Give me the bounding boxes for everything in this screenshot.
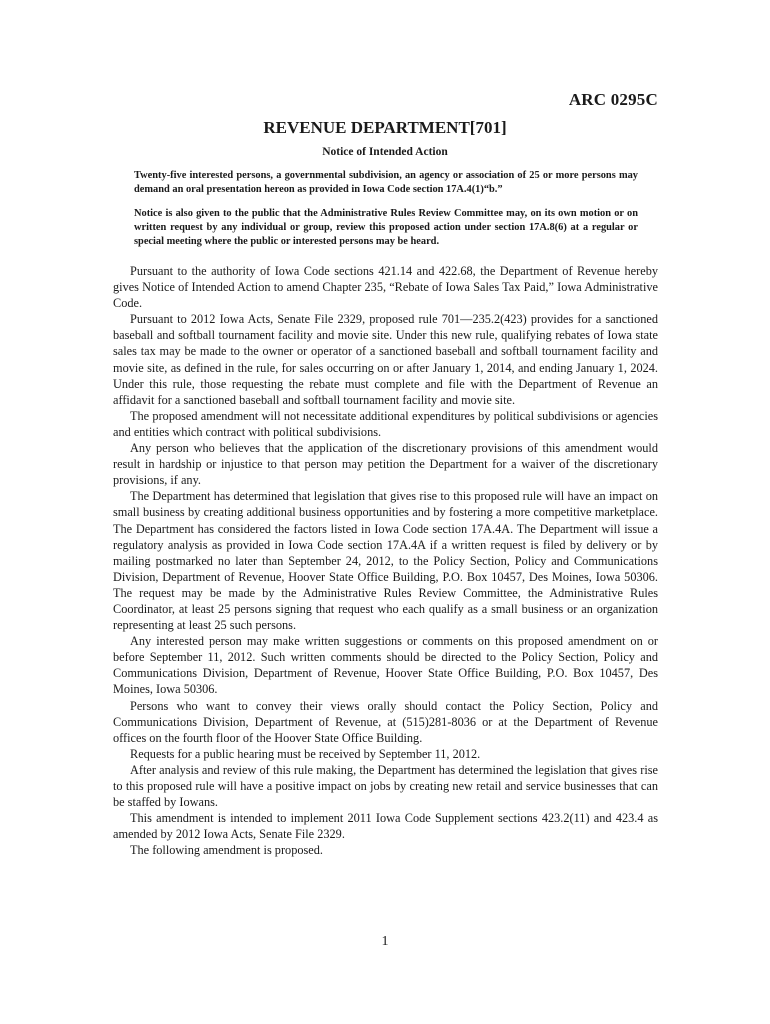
department-title: REVENUE DEPARTMENT[701] [263, 118, 507, 137]
body-paragraph: After analysis and review of this rule making, the Department has determined the legislation that gives rise to this proposed rule will have a positive impact on jobs by creating new retail and service businesses that can be staffed by Iowans. [113, 762, 658, 810]
body-paragraph: Any interested person may make written suggestions or comments on this proposed amendment on or before September 11, 2012. Such written comments should be directed to the Policy Section, Policy and Communications Division, Department of Revenue, Hoover State Office Building, P.O. Box 10457, Des Moines, Iowa 50306. [113, 634, 658, 697]
notice-body [113, 263, 658, 858]
notice-type: Notice of Intended Action [322, 146, 448, 158]
body-paragraph: Requests for a public hearing must be received by September 11, 2012. [130, 746, 481, 761]
body-paragraph: Persons who want to convey their views orally should contact the Policy Section, Policy and Communications Division, Department of Revenue, at (515)281-8036 or at the Department of Revenue offices on the fourth floor of the Hoover State Office Building. [113, 698, 658, 745]
arc-number: ARC 0295C [568, 90, 658, 109]
body-paragraph: Pursuant to the authority of Iowa Code sections 421.14 and 422.68, the Department of Revenue hereby gives Notice of Intended Action to amend Chapter 235, “Rebate of Iowa Sales Tax Paid,” Iowa Administrative Code. [113, 264, 658, 311]
body-paragraph: This amendment is intended to implement 2011 Iowa Code Supplement sections 423.2(11) and 423.4 as amended by 2012 Iowa Acts, Senate File 2329. [113, 811, 658, 842]
body-paragraph: The Department has determined that legislation that gives rise to this proposed rule will have an impact on small business by creating additional business opportunities and by fostering a more competitive marketplace. The Department has considered the factors listed in Iowa Code section 17A.4A. The Department will issue a regulatory analysis as provided in Iowa Code section 17A.4A if a written request is filed by delivery or by mailing postmarked no later than September 24, 2012, to the Policy Section, Policy and Communications Division, Department of Revenue, Hoover State Office Building, P.O. Box 10457, Des Moines, Iowa 50306. The request may be made by the Administrative Rules Review Committee, the Administrative Rules Coordinator, at least 25 persons signing that request who each qualify as a small business or an organization representing at least 25 such persons. [113, 489, 658, 633]
oral-presentation-notice: Twenty-five interested persons, a governmental subdivision, an agency or association of 25 or more persons may demand an oral presentation hereon as provided in Iowa Code section 17A.4(1)“b.” [134, 170, 638, 195]
body-paragraph: Any person who believes that the application of the discretionary provisions of this amendment would result in hardship or injustice to that person may petition the Department for a waiver of the discretionary provisions, if any. [113, 441, 658, 488]
body-paragraph: Pursuant to 2012 Iowa Acts, Senate File 2329, proposed rule 701—235.2(423) provides for a sanctioned baseball and softball tournament facility and movie site. Under this new rule, qualifying rebates of Iowa state sales tax may be made to the owner or operator of a sanctioned baseball and softball tournament facility and movie site, as defined in the rule, for sales occurring on or after January 1, 2014, and ending January 1, 2024. Under this rule, those requesting the rebate must complete and file with the Department of Revenue an affidavit for a sanctioned baseball and softball tournament facility and movie site. [113, 312, 658, 407]
page-number: 1 [381, 934, 389, 949]
review-committee-notice: Notice is also given to the public that the Administrative Rules Review Committee may, on its own motion or on written request by any individual or group, review this proposed action under section 17A.8(6) at a regular or special meeting where the public or interested persons may be heard. [134, 208, 638, 247]
body-paragraph: The proposed amendment will not necessitate additional expenditures by political subdivisions or agencies and entities which contract with political subdivisions. [113, 408, 658, 439]
body-paragraph: The following amendment is proposed. [130, 843, 323, 858]
